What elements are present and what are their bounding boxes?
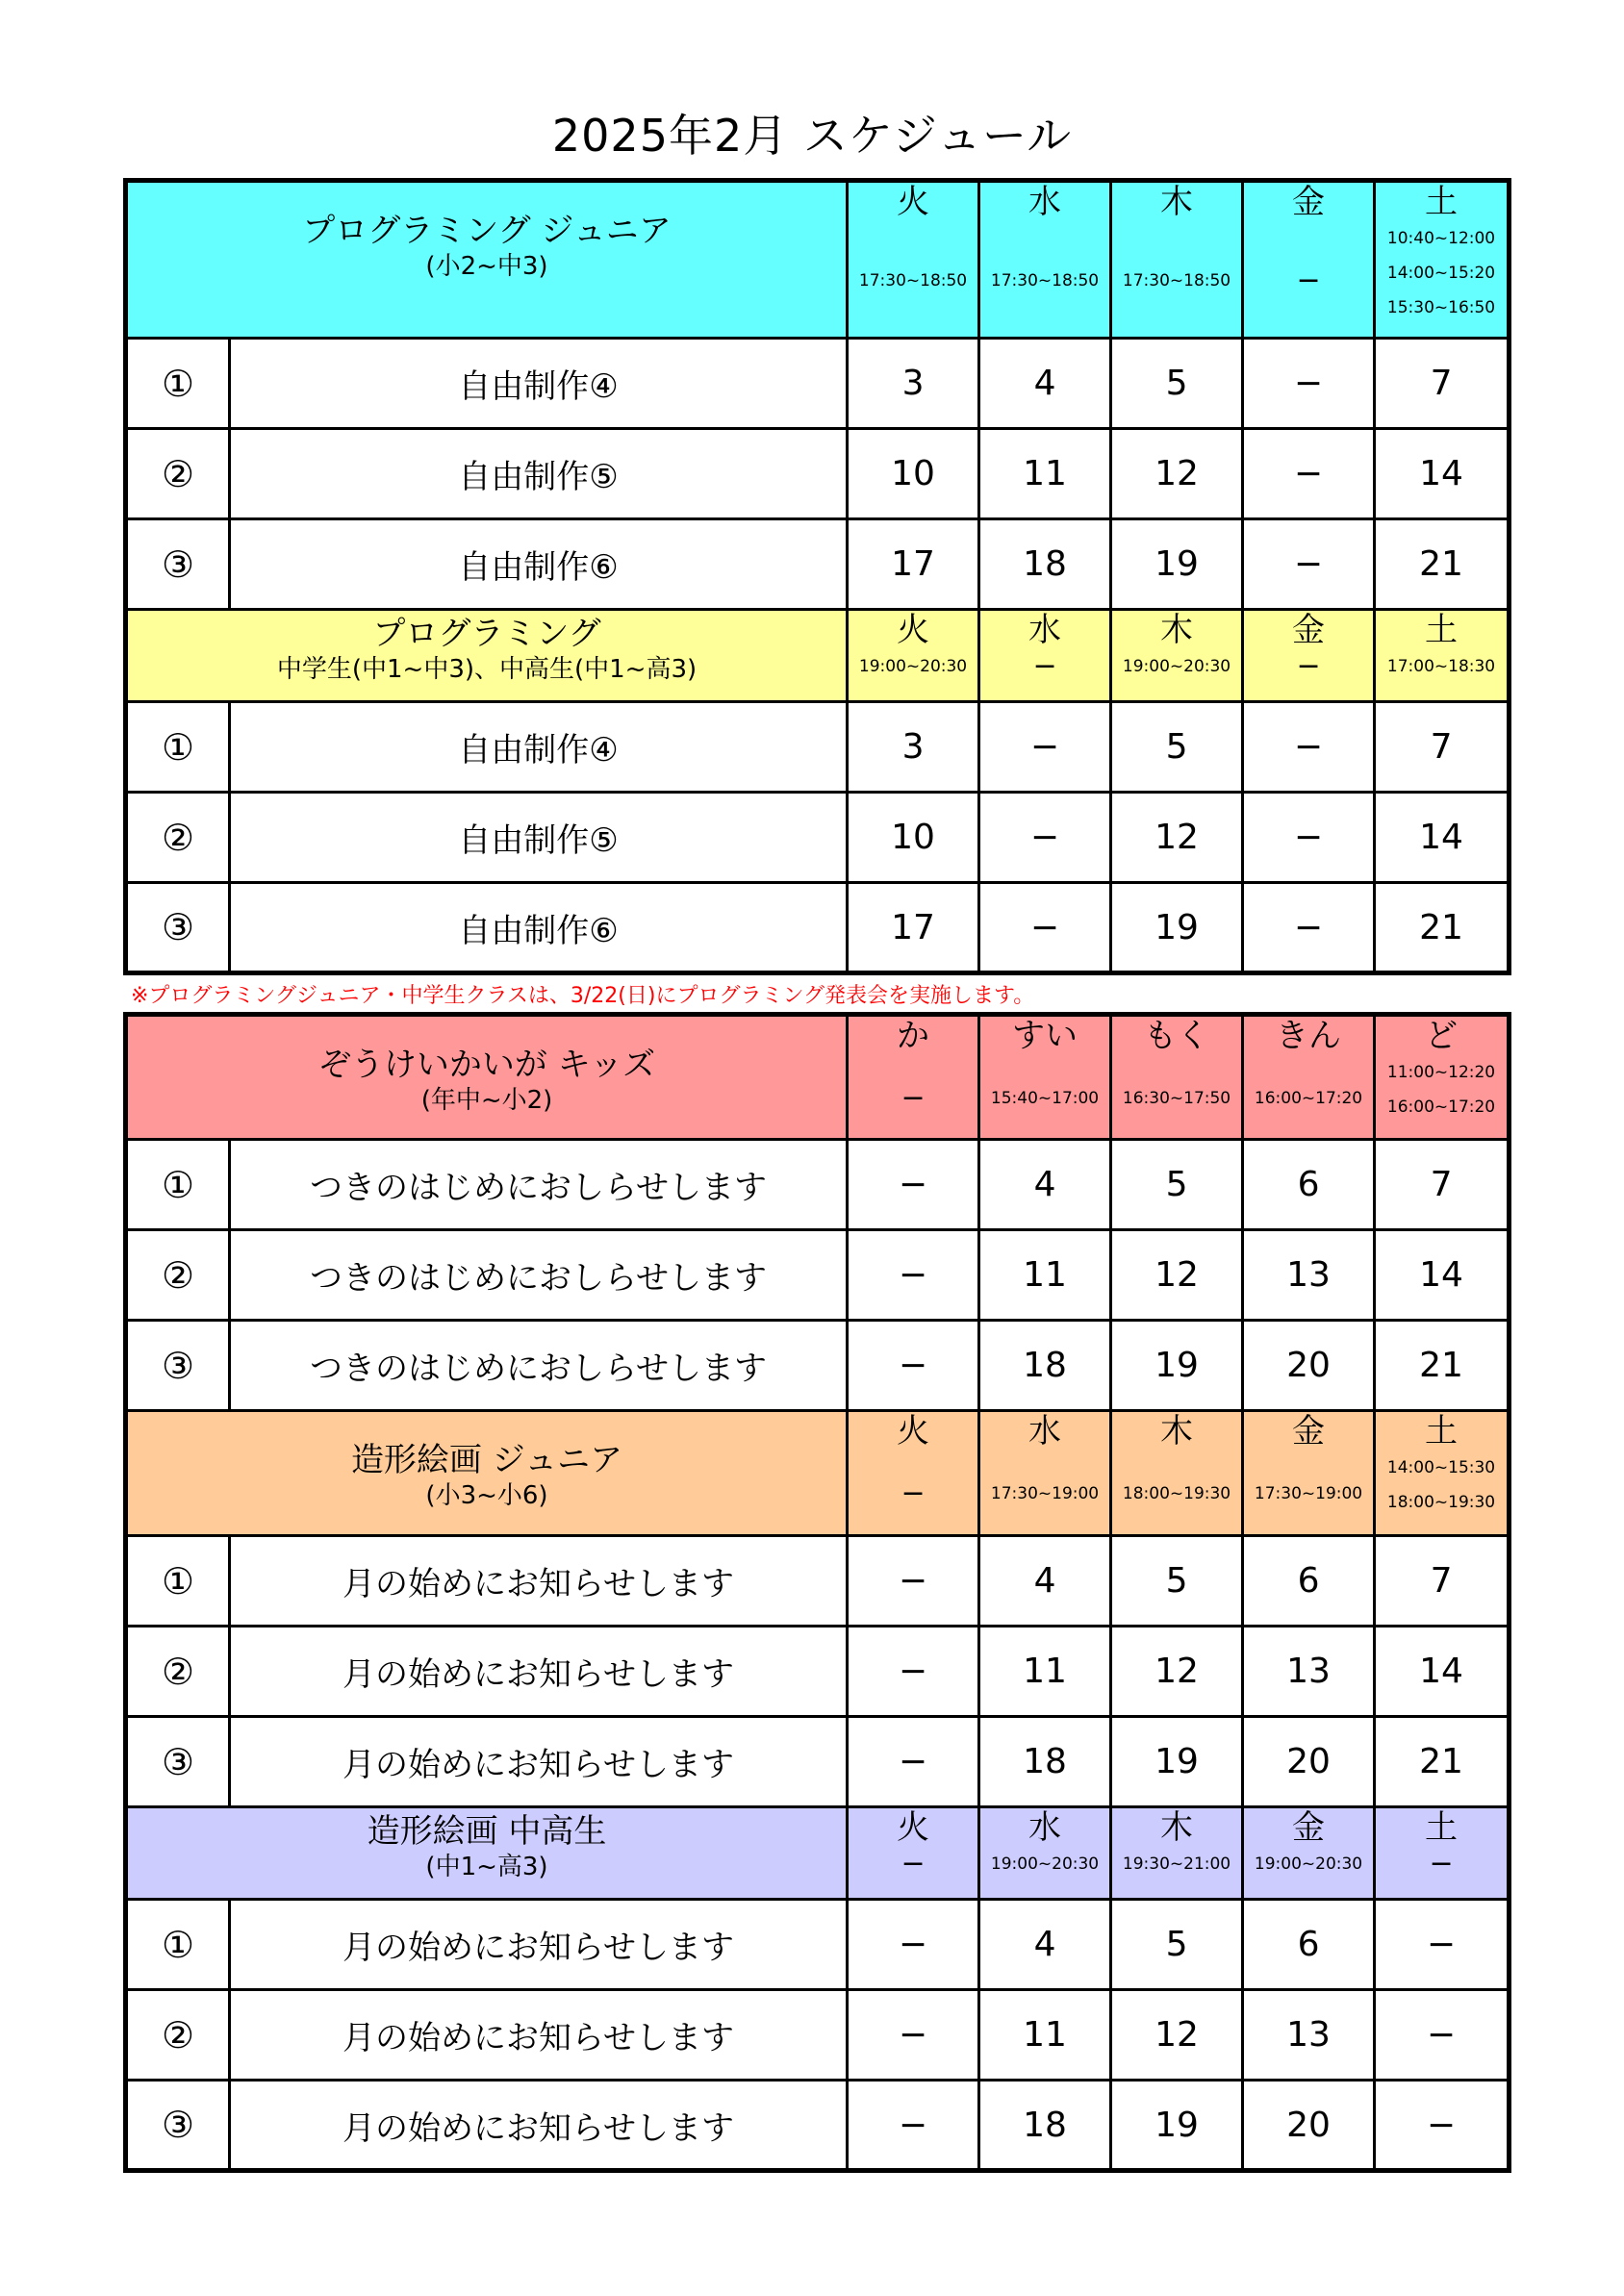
class-time: 17:30~18:50 [1122,271,1231,290]
day-header-cell [1375,1015,1510,1140]
day-label: 土 [1425,183,1459,221]
time-list [1032,649,1056,684]
week-number: ① [126,339,230,429]
section-subtitle: (小3~小6) [425,1481,548,1510]
date-cell: 19 [1111,1321,1243,1411]
no-class-dash: − [1296,649,1321,683]
day-header-cell [979,610,1111,702]
date-cell: 12 [1111,1230,1243,1321]
schedule-row [126,1900,1510,1990]
schedule-row [126,1627,1510,1717]
no-class-dash: − [1243,339,1375,429]
day-header-content [1112,1808,1241,1881]
day-label: 金 [1292,611,1326,649]
day-header-cell [848,1411,979,1536]
no-class-dash: − [848,1717,979,1807]
date-cell: 12 [1111,793,1243,883]
section-subtitle: (年中~小2) [420,1086,553,1115]
class-time: 14:00~15:20 [1386,264,1496,283]
time-list [991,1847,1099,1881]
schedule-row [126,702,1510,793]
schedule-row [126,1990,1510,2081]
time-list [1387,649,1495,684]
date-cell: 12 [1111,1627,1243,1717]
section-header-row [126,1807,1510,1900]
no-class-dash: − [1243,519,1375,610]
section-title-cell [126,181,848,339]
no-class-dash: − [848,1990,979,2081]
section-title: 造形絵画 ジュニア [350,1441,623,1479]
week-number: ① [126,1900,230,1990]
day-label: ど [1425,1017,1459,1055]
section-title: 造形絵画 中高生 [367,1812,607,1851]
day-label: 金 [1292,183,1326,221]
date-cell: 6 [1243,1536,1375,1627]
date-cell: 18 [979,2081,1111,2171]
no-class-dash: − [1243,793,1375,883]
day-header-content [849,1017,977,1116]
time-list [991,221,1099,298]
no-class-dash: − [848,1140,979,1230]
week-number: ② [126,1627,230,1717]
day-header-content [980,1017,1109,1116]
day-header-cell [848,181,979,339]
date-cell: 19 [1111,883,1243,973]
no-class-dash: − [848,1627,979,1717]
lesson-description: 月の始めにお知らせします [230,1990,848,2081]
class-time: 19:00~20:30 [1254,1854,1363,1874]
lesson-description: つきのはじめにおしらせします [230,1321,848,1411]
date-cell: 11 [979,1230,1111,1321]
no-class-dash: − [1375,2081,1510,2171]
day-label: すい [1012,1017,1078,1055]
day-header-content [849,1412,977,1511]
schedule-row [126,2081,1510,2171]
class-time: 11:00~12:20 [1386,1063,1496,1082]
no-class-dash: − [848,1321,979,1411]
day-header-cell [1375,1807,1510,1900]
section-header-row [126,181,1510,339]
section-title-cell [126,1411,848,1536]
day-label: 水 [1028,1808,1062,1847]
day-label: 土 [1425,611,1459,649]
day-label: か [897,1017,930,1055]
date-cell: 4 [979,1536,1111,1627]
lesson-description: 自由制作⑤ [230,429,848,519]
time-list [1429,1847,1453,1881]
day-label: 金 [1292,1412,1326,1451]
week-number: ③ [126,2081,230,2171]
day-header-content [1244,611,1373,684]
day-header-content [1244,1017,1373,1116]
date-cell: 7 [1375,1140,1510,1230]
class-time: 16:00~17:20 [1254,1089,1363,1108]
class-time: 19:30~21:00 [1122,1854,1231,1874]
week-number: ③ [126,1717,230,1807]
date-cell: 4 [979,1140,1111,1230]
day-header-content [980,1412,1109,1511]
time-list [1123,1847,1231,1881]
time-list [901,1451,925,1511]
date-cell: 6 [1243,1140,1375,1230]
section-title-cell [126,610,848,702]
date-cell: 10 [848,429,979,519]
date-cell: 10 [848,793,979,883]
day-header-cell [979,1015,1111,1140]
no-class-dash: − [1243,702,1375,793]
day-label: 水 [1028,1412,1062,1451]
section-header-row [126,1411,1510,1536]
date-cell: 21 [1375,519,1510,610]
time-list [1296,649,1320,684]
lesson-description: 自由制作⑤ [230,793,848,883]
date-cell: 3 [848,702,979,793]
section-title-cell [126,1015,848,1140]
class-time: 16:30~17:50 [1122,1089,1231,1108]
day-header-content [1244,1808,1373,1881]
day-label: 木 [1160,611,1194,649]
day-header-content [849,1808,977,1881]
date-cell: 19 [1111,519,1243,610]
date-cell: 7 [1375,1536,1510,1627]
date-cell: 13 [1243,1230,1375,1321]
class-time: 17:30~18:50 [990,271,1100,290]
time-list [1387,1055,1495,1124]
date-cell: 12 [1111,429,1243,519]
day-label: もく [1144,1017,1210,1055]
day-header-cell [1243,1015,1375,1140]
date-cell: 14 [1375,1230,1510,1321]
day-header-content [1112,611,1241,684]
section-subtitle: 中学生(中1~中3)、中高生(中1~高3) [276,655,698,684]
class-time: 17:30~19:00 [990,1484,1100,1503]
date-cell: 7 [1375,702,1510,793]
schedule-row [126,1230,1510,1321]
section-title: プログラミング [372,615,601,653]
day-header-content [1244,183,1373,298]
date-cell: 20 [1243,1321,1375,1411]
lesson-description: 自由制作⑥ [230,519,848,610]
day-header-cell [848,1807,979,1900]
time-list [859,649,967,684]
date-cell: 13 [1243,1990,1375,2081]
no-class-dash: − [1375,1990,1510,2081]
schedule-row [126,1536,1510,1627]
schedule-row [126,1140,1510,1230]
date-cell: 17 [848,883,979,973]
time-list [1123,1451,1231,1511]
date-cell: 11 [979,1990,1111,2081]
date-cell: 12 [1111,1990,1243,2081]
time-list [1387,221,1495,325]
date-cell: 19 [1111,1717,1243,1807]
schedule-row [126,339,1510,429]
lesson-description: つきのはじめにおしらせします [230,1140,848,1230]
day-header-cell [1375,1411,1510,1536]
date-cell: 5 [1111,1900,1243,1990]
day-header-content [849,611,977,684]
class-time: 18:00~19:30 [1386,1493,1496,1512]
day-header-content [980,1808,1109,1881]
class-time: 15:40~17:00 [990,1089,1100,1108]
week-number: ③ [126,519,230,610]
no-class-dash: − [979,883,1111,973]
no-class-dash: − [848,2081,979,2171]
schedule-table-art [123,1012,1511,2173]
no-class-dash: − [979,702,1111,793]
time-list [991,1451,1099,1511]
class-time: 17:30~18:50 [858,271,968,290]
date-cell: 5 [1111,1536,1243,1627]
lesson-description: 自由制作④ [230,702,848,793]
day-label: 火 [897,611,930,649]
day-header-content [980,611,1109,684]
day-header-cell [979,1411,1111,1536]
day-header-cell [1111,1411,1243,1536]
date-cell: 17 [848,519,979,610]
day-header-content [1376,1017,1507,1124]
day-header-cell [1111,181,1243,339]
no-class-dash: − [901,1847,926,1880]
date-cell: 18 [979,1717,1111,1807]
day-header-cell [979,1807,1111,1900]
no-class-dash: − [979,793,1111,883]
day-label: 水 [1028,183,1062,221]
section-header-row [126,1015,1510,1140]
time-list [1255,1847,1362,1881]
date-cell: 14 [1375,1627,1510,1717]
no-class-dash: − [1429,1847,1454,1880]
class-time: 15:30~16:50 [1386,298,1496,317]
week-number: ① [126,1536,230,1627]
no-class-dash: − [1032,649,1057,683]
day-header-content [1376,183,1507,325]
day-header-cell [1375,610,1510,702]
no-class-dash: − [1296,264,1321,297]
date-cell: 19 [1111,2081,1243,2171]
schedule-row [126,519,1510,610]
week-number: ② [126,429,230,519]
class-time: 10:40~12:00 [1386,229,1496,248]
no-class-dash: − [848,1536,979,1627]
no-class-dash: − [848,1230,979,1321]
schedule-row [126,1321,1510,1411]
schedule-row [126,793,1510,883]
time-list [991,1055,1099,1116]
time-list [901,1055,925,1116]
day-header-cell [1243,1807,1375,1900]
day-label: 火 [897,1412,930,1451]
class-time: 19:00~20:30 [858,657,968,676]
time-list [1255,1451,1362,1511]
day-header-content [1376,1412,1507,1520]
day-label: 水 [1028,611,1062,649]
class-time: 16:00~17:20 [1386,1098,1496,1117]
day-header-cell [1243,1411,1375,1536]
day-header-cell [1243,181,1375,339]
day-header-cell [1375,181,1510,339]
lesson-description: 月の始めにお知らせします [230,1536,848,1627]
time-list [1123,221,1231,298]
event-note: ※プログラミングジュニア・中学生クラスは、3/22(日)にプログラミング発表会を実施します。 [131,984,1035,1008]
schedule-row [126,429,1510,519]
date-cell: 20 [1243,1717,1375,1807]
day-label: 金 [1292,1808,1326,1847]
section-title: ぞうけいかいが キッズ [317,1046,656,1084]
date-cell: 7 [1375,339,1510,429]
day-header-content [1376,611,1507,684]
schedule-row [126,883,1510,973]
day-label: 木 [1160,1412,1194,1451]
week-number: ② [126,1230,230,1321]
day-header-cell [1111,1807,1243,1900]
date-cell: 20 [1243,2081,1375,2171]
day-label: 木 [1160,1808,1194,1847]
schedule-table-programming [123,178,1511,975]
class-time: 17:30~19:00 [1254,1484,1363,1503]
lesson-description: つきのはじめにおしらせします [230,1230,848,1321]
day-label: 木 [1160,183,1194,221]
week-number: ① [126,702,230,793]
section-subtitle: (中1~高3) [425,1853,548,1881]
time-list [901,1847,925,1881]
day-header-content [1244,1412,1373,1511]
lesson-description: 月の始めにお知らせします [230,1627,848,1717]
time-list [1255,1055,1362,1116]
date-cell: 5 [1111,339,1243,429]
day-header-cell [848,1015,979,1140]
time-list [1123,649,1231,684]
class-time: 19:00~20:30 [990,1854,1100,1874]
no-class-dash: − [1243,429,1375,519]
day-header-cell [979,181,1111,339]
time-list [1387,1451,1495,1520]
class-time: 18:00~19:30 [1122,1484,1231,1503]
lesson-description: 月の始めにお知らせします [230,1900,848,1990]
day-header-content [849,183,977,298]
day-header-cell [848,610,979,702]
date-cell: 4 [979,339,1111,429]
no-class-dash: − [901,1476,926,1510]
day-header-content [1112,1017,1241,1116]
schedule-row [126,1717,1510,1807]
day-header-cell [1111,1015,1243,1140]
no-class-dash: − [1243,883,1375,973]
day-header-content [1112,1412,1241,1511]
day-header-content [980,183,1109,298]
day-header-cell [1111,610,1243,702]
date-cell: 3 [848,339,979,429]
section-title: プログラミング ジュニア [302,212,672,250]
day-label: 火 [897,183,930,221]
time-list [1123,1055,1231,1116]
page-title: 2025年2月 スケジュール [551,110,1073,162]
no-class-dash: − [1375,1900,1510,1990]
section-header-row [126,610,1510,702]
no-class-dash: − [901,1081,926,1115]
date-cell: 5 [1111,1140,1243,1230]
week-number: ① [126,1140,230,1230]
class-time: 19:00~20:30 [1122,657,1231,676]
date-cell: 18 [979,1321,1111,1411]
day-label: 土 [1425,1808,1459,1847]
date-cell: 21 [1375,1717,1510,1807]
day-label: 火 [897,1808,930,1847]
date-cell: 5 [1111,702,1243,793]
date-cell: 13 [1243,1627,1375,1717]
lesson-description: 月の始めにお知らせします [230,2081,848,2171]
no-class-dash: − [848,1900,979,1990]
week-number: ② [126,793,230,883]
date-cell: 14 [1375,793,1510,883]
day-header-content [1376,1808,1507,1881]
section-subtitle: (小2~中3) [425,252,548,281]
date-cell: 11 [979,429,1111,519]
class-time: 14:00~15:30 [1386,1458,1496,1477]
day-header-content [1112,183,1241,298]
day-label: 土 [1425,1412,1459,1451]
date-cell: 4 [979,1900,1111,1990]
date-cell: 6 [1243,1900,1375,1990]
day-header-cell [1243,610,1375,702]
section-title-cell [126,1807,848,1900]
time-list [859,221,967,298]
date-cell: 21 [1375,883,1510,973]
day-label: きん [1276,1017,1342,1055]
date-cell: 11 [979,1627,1111,1717]
week-number: ② [126,1990,230,2081]
date-cell: 14 [1375,429,1510,519]
lesson-description: 自由制作⑥ [230,883,848,973]
lesson-description: 自由制作④ [230,339,848,429]
class-time: 17:00~18:30 [1386,657,1496,676]
week-number: ③ [126,1321,230,1411]
time-list [1296,221,1320,298]
lesson-description: 月の始めにお知らせします [230,1717,848,1807]
date-cell: 18 [979,519,1111,610]
week-number: ③ [126,883,230,973]
date-cell: 21 [1375,1321,1510,1411]
